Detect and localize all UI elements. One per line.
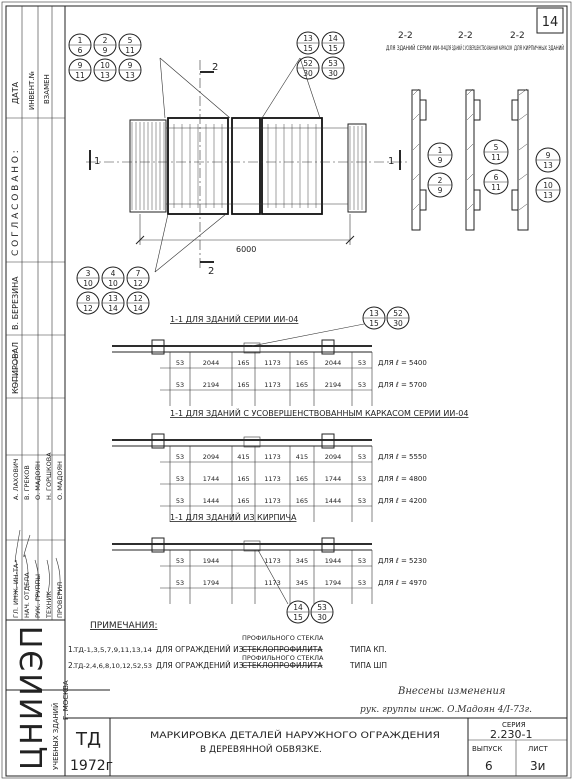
section11-cell: 2044: [324, 359, 342, 367]
section11-cell: 1944: [202, 557, 220, 565]
sec22-col1-0-bottom: 9: [437, 156, 443, 165]
sections-1-1: [112, 307, 468, 623]
plan-callout-tr-0-1-bottom: 15: [328, 44, 338, 53]
plan-callout-tr-0-0-bottom: 15: [303, 44, 313, 53]
section11-cell: 53: [175, 475, 185, 483]
title-block: [65, 718, 567, 776]
section11-callout-0-b: [387, 307, 409, 329]
plan-callout-tr-1-0-bottom: 30: [303, 69, 313, 78]
section11-cell: 2194: [324, 381, 342, 389]
sec22-col3-1: [536, 178, 560, 202]
note2-type: ТИПА ШП: [350, 661, 388, 670]
stamp-col-date: ДАТА: [11, 81, 20, 104]
stamp-role-4: ТЕХНИК: [45, 591, 53, 618]
section11-length-label: ДЛЯ ℓ = 4970: [378, 579, 427, 587]
plan-callout-bl-1-2-bottom: 14: [133, 304, 143, 313]
section11-cell: 1444: [324, 497, 342, 505]
plan-callout-tl-1-2: [119, 59, 141, 81]
plan-callout-bl-0-0-bottom: 10: [83, 279, 93, 288]
section11-cell: 53: [357, 475, 367, 483]
plan-callout-tl-1-2-bottom: 13: [125, 71, 135, 80]
section11-cell: 53: [175, 497, 185, 505]
tb-code: ТД: [76, 729, 102, 750]
section22-cap-1: ДЛЯ ЗДАНИЙ СЕРИИ ИИ-04: [386, 45, 447, 52]
plan-callout-tr-0-1: [322, 32, 344, 54]
section11-callout-2-b: [311, 601, 333, 623]
section11-callout-2-b-bottom: 30: [317, 613, 327, 622]
sec22-col3-1-bottom: 13: [543, 191, 553, 200]
institute-name: ЦНИИЭП: [15, 623, 50, 770]
tb-series: 2.230-1: [490, 728, 533, 741]
sec22-col1-0: [428, 143, 452, 167]
section11-block-2: [112, 511, 427, 623]
plan-callout-tl-1-1-top: 10: [100, 61, 110, 70]
plan-callout-tl-0-1-top: 2: [102, 36, 108, 45]
note1-type: ТИПА КП.: [350, 645, 387, 654]
section22-callouts: [428, 140, 560, 202]
cut-1-left: 1: [94, 156, 101, 167]
section11-length-label: ДЛЯ ℓ = 5700: [378, 381, 427, 389]
section11-cell: 53: [175, 579, 185, 587]
plan-dimension: 6000: [236, 245, 257, 254]
tb-sheet-label: ЛИСТ: [528, 745, 548, 753]
sections-2-2: [386, 31, 564, 230]
sheet-number: 14: [541, 15, 559, 30]
note1-num: 1.: [68, 645, 76, 654]
section11-callout-2-b-top: 53: [317, 603, 327, 612]
section11-cell: 53: [175, 557, 185, 565]
section11-cell: 1794: [202, 579, 220, 587]
plan-callout-bl-1-2: [127, 292, 149, 314]
note1-marks: ТД-1,3,5,7,9,11,13,14: [72, 646, 152, 654]
plan-callout-bl-0-1-top: 4: [110, 269, 116, 278]
section11-cell: 53: [357, 497, 367, 505]
section11-cell: 1173: [264, 557, 281, 565]
handwritten-note-1: Внесены изменения: [398, 686, 506, 697]
section11-cell: 1944: [324, 557, 342, 565]
plan-callout-bl-0-2-top: 7: [135, 269, 141, 278]
section11-cell: 2194: [202, 381, 220, 389]
section11-callout-2-a-top: 14: [293, 603, 303, 612]
tb-series-label: СЕРИЯ: [502, 721, 526, 729]
plan-callout-tr-1-0: [297, 57, 319, 79]
section11-cell: 1173: [264, 475, 281, 483]
section11-cell: 53: [175, 381, 185, 389]
sec22-col1-0-top: 1: [437, 146, 443, 155]
stamp-col-replaced: ВЗАМЕН: [43, 74, 51, 104]
section11-cell: 165: [237, 381, 250, 389]
plan-callout-tr-1-0-top: 52: [303, 59, 313, 68]
plan-callout-bl-1-0: [77, 292, 99, 314]
section11-cell: 53: [357, 557, 367, 565]
note1-struck: СТЕКЛОПРОФИЛИТА: [242, 645, 323, 654]
section11-callout-2-a-bottom: 15: [293, 613, 303, 622]
tb-title-2: В ДЕРЕВЯННОЙ ОБВЯЗКЕ.: [200, 745, 322, 755]
section11-cell: 165: [237, 497, 250, 505]
sec22-col2-0-bottom: 11: [491, 153, 501, 162]
section11-block-1: [112, 407, 468, 522]
stamp-name-5: О. МАДОЯН: [56, 461, 64, 500]
sec22-col1-1-bottom: 9: [437, 186, 443, 195]
sec22-col3-0-top: 9: [545, 151, 551, 160]
note2-marks: ТД-2,4,6,8,10,12,52,53: [72, 662, 152, 670]
section11-cell: 345: [295, 579, 309, 587]
section11-cell: 1744: [202, 475, 220, 483]
plan-callout-tl-0-1-bottom: 9: [102, 46, 108, 55]
section11-cell: 415: [295, 453, 309, 461]
cut-1-right: 1: [388, 156, 395, 167]
sec22-col2-0-top: 5: [493, 143, 499, 152]
plan-callout-tl-0-1: [94, 34, 116, 56]
notes-title: ПРИМЕЧАНИЯ:: [90, 621, 158, 631]
section11-cell: 53: [175, 359, 185, 367]
cut-2-bottom: 2: [208, 266, 215, 277]
section11-title-2: 1-1 ДЛЯ ЗДАНИЙ ИЗ КИРПИЧА: [170, 513, 297, 522]
section11-length-label: ДЛЯ ℓ = 5400: [378, 359, 427, 367]
section11-length-label: ДЛЯ ℓ = 4800: [378, 475, 427, 483]
side-stamp: [6, 6, 110, 776]
tb-issue: 6: [485, 759, 493, 773]
institute-sub: УЧЕБНЫХ ЗДАНИЙ: [52, 702, 60, 770]
plan-callouts: [69, 32, 344, 314]
sec22-col3-0-bottom: 13: [543, 161, 553, 170]
section11-callout-0-a: [363, 307, 385, 329]
sec22-col2-1-top: 6: [493, 173, 499, 182]
section11-callout-0-a-top: 13: [369, 309, 379, 318]
plan-callout-tl-0-0-top: 1: [77, 36, 83, 45]
stamp-name-1: А. ЛАХОВИЧ: [12, 458, 20, 500]
section11-cell: 415: [237, 453, 250, 461]
sec22-col1-1-top: 2: [437, 176, 443, 185]
plan-callout-bl-0-1-bottom: 10: [108, 279, 118, 288]
tb-sheet: 3и: [530, 759, 546, 773]
plan-callout-tl-1-0: [69, 59, 91, 81]
section11-callout-2-a: [287, 601, 309, 623]
section11-cell: 165: [237, 359, 250, 367]
plan-view: [86, 58, 410, 277]
plan-callout-tl-1-0-bottom: 11: [75, 71, 85, 80]
stamp-role-5: ПРОВЕРИЛ: [56, 581, 64, 618]
section22-cap-3: ДЛЯ КИРПИЧНЫХ ЗДАНИЙ: [514, 45, 564, 52]
section11-length-label: ДЛЯ ℓ = 5550: [378, 453, 427, 461]
tb-year: 1972г: [70, 758, 113, 774]
section11-callout-0-b-bottom: 30: [393, 319, 403, 328]
section11-title-1: 1-1 ДЛЯ ЗДАНИЙ С УСОВЕРШЕНСТВОВАННЫМ КАРКАСОМ СЕРИИ ИИ-04: [170, 409, 469, 418]
section11-cell: 1173: [264, 497, 281, 505]
plan-callout-bl-1-1: [102, 292, 124, 314]
section11-length-label: ДЛЯ ℓ = 5230: [378, 557, 427, 565]
plan-callout-tl-0-2-bottom: 11: [125, 46, 135, 55]
plan-callout-tr-0-0-top: 13: [303, 34, 313, 43]
section11-callout-0-a-bottom: 15: [369, 319, 379, 328]
sec22-col2-1-bottom: 11: [491, 183, 501, 192]
plan-callout-tl-0-2: [119, 34, 141, 56]
sec22-col2-0: [484, 140, 508, 164]
notes: [68, 621, 532, 715]
note2-above: ПРОФИЛЬНОГО СТЕКЛА: [242, 654, 324, 662]
sec22-col3-1-top: 10: [543, 181, 553, 190]
section11-block-0: [112, 307, 427, 406]
section11-cell: 1444: [202, 497, 220, 505]
cut-2-top: 2: [212, 62, 219, 73]
handwritten-note-2: рук. группы инж. О.Мадоян 4/I-73г.: [360, 705, 532, 715]
section11-cell: 1744: [324, 475, 342, 483]
plan-callout-bl-0-1: [102, 267, 124, 289]
note2-num: 2.: [68, 661, 76, 670]
stamp-name-2: В. ГРЕКОВ: [23, 465, 31, 500]
note1-above: ПРОФИЛЬНОГО СТЕКЛА: [242, 634, 324, 642]
plan-callout-tr-0-1-top: 14: [328, 34, 338, 43]
stamp-copier-name: В. БЕРЕЗИНА: [11, 276, 20, 330]
plan-callout-tr-1-1: [322, 57, 344, 79]
plan-callout-bl-1-1-top: 13: [108, 294, 118, 303]
plan-callout-tr-1-1-top: 53: [328, 59, 338, 68]
plan-callout-tl-0-0-bottom: 6: [77, 46, 83, 55]
section11-length-label: ДЛЯ ℓ = 4200: [378, 497, 427, 505]
plan-callout-bl-1-1-bottom: 14: [108, 304, 118, 313]
plan-callout-bl-0-2-bottom: 12: [133, 279, 143, 288]
section11-cell: 2044: [202, 359, 220, 367]
plan-callout-tl-1-1: [94, 59, 116, 81]
stamp-col-inventory: ИНВЕНТ.№: [28, 71, 36, 110]
stamp-role-3: РУК. ГРУППЫ: [34, 574, 42, 618]
tb-issue-label: ВЫПУСК: [472, 745, 503, 753]
stamp-name-4: Н. ГОРШКОВА: [45, 452, 53, 500]
section11-cell: 1794: [324, 579, 342, 587]
institute-city: Г. МОСКВА: [62, 680, 70, 720]
section11-cell: 1173: [264, 359, 281, 367]
plan-callout-tl-0-2-top: 5: [127, 36, 133, 45]
section11-cell: 1173: [264, 453, 281, 461]
section11-cell: 1173: [264, 579, 281, 587]
section11-cell: 165: [295, 497, 309, 505]
section11-cell: 2094: [202, 453, 220, 461]
plan-callout-tl-1-1-bottom: 13: [100, 71, 110, 80]
plan-callout-bl-1-2-top: 12: [133, 294, 143, 303]
section22-head-3: 2-2: [510, 31, 525, 41]
section11-cell: 165: [295, 381, 309, 389]
sec22-col1-1: [428, 173, 452, 197]
tb-title-1: МАРКИРОВКА ДЕТАЛЕЙ НАРУЖНОГО ОГРАЖДЕНИЯ: [150, 731, 393, 741]
section22-head-2: 2-2: [458, 31, 473, 41]
section11-cell: 345: [295, 557, 309, 565]
plan-callout-tl-1-0-top: 9: [77, 61, 83, 70]
section11-title-0: 1-1 ДЛЯ ЗДАНИЙ СЕРИИ ИИ-04: [170, 315, 299, 324]
section11-callout-0-b-top: 52: [393, 309, 403, 318]
section11-cell: 1173: [264, 381, 281, 389]
plan-callout-bl-0-0-top: 3: [85, 269, 91, 278]
sec22-col2-1: [484, 170, 508, 194]
note2-text: ДЛЯ ОГРАЖДЕНИЙ ИЗ: [156, 661, 244, 670]
section11-cell: 53: [175, 453, 185, 461]
plan-callout-bl-0-2: [127, 267, 149, 289]
section11-cell: 53: [357, 359, 367, 367]
section22-head-1: 2-2: [398, 31, 413, 41]
plan-callout-tr-1-1-bottom: 30: [328, 69, 338, 78]
section11-cell: 53: [357, 381, 367, 389]
plan-callout-tr-0-0: [297, 32, 319, 54]
section11-cell: 2094: [324, 453, 342, 461]
plan-callout-tl-0-0: [69, 34, 91, 56]
plan-callout-bl-1-0-bottom: 12: [83, 304, 93, 313]
plan-callout-bl-1-0-top: 8: [85, 294, 91, 303]
stamp-name-3: О. МАДОЯН: [34, 461, 42, 500]
note2-struck: СТЕКЛОПРОФИЛИТА: [242, 661, 323, 670]
section11-cell: 165: [295, 475, 309, 483]
section11-cell: 53: [357, 579, 367, 587]
section11-cell: 165: [295, 359, 309, 367]
stamp-role-1: ГЛ. ИНЖ. ИН-ТА: [12, 563, 20, 618]
stamp-copied-label: КОПИРОВАЛ: [11, 341, 20, 394]
stamp-approved-title: С О Г Л А С О В А Н О :: [11, 150, 21, 256]
section22-cap-2: ДЛЯ ЗДАНИЙ С УСОВЕРШЕНСТВО-ВАННЫМ КАРКАСОМ: [446, 45, 512, 52]
section11-cell: 165: [237, 475, 250, 483]
plan-callout-tl-1-2-top: 9: [127, 61, 133, 70]
note1-text: ДЛЯ ОГРАЖДЕНИЙ ИЗ: [156, 645, 244, 654]
plan-callout-bl-0-0: [77, 267, 99, 289]
stamp-role-2: НАЧ. ОТДЕЛА: [23, 572, 31, 618]
sec22-col3-0: [536, 148, 560, 172]
section11-cell: 53: [357, 453, 367, 461]
